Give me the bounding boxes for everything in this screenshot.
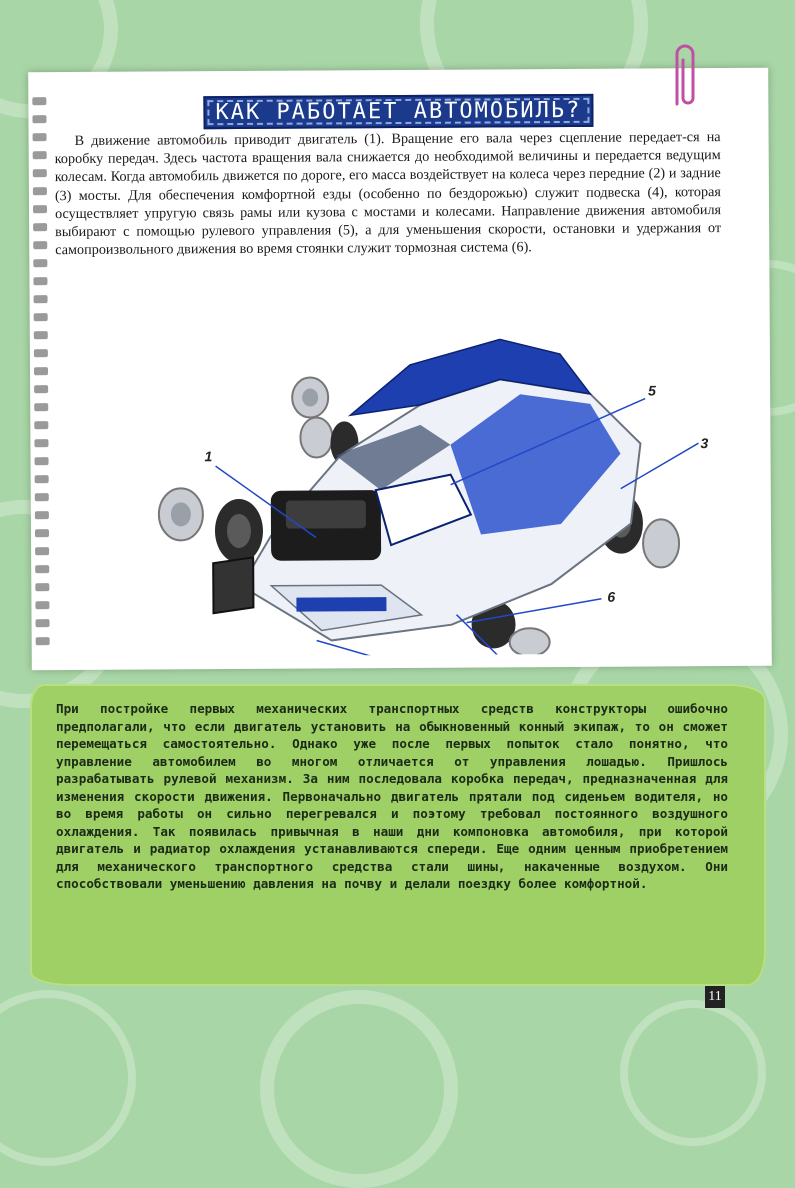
spiral-ring (33, 169, 47, 177)
notebook-page (28, 68, 772, 671)
background-gear (260, 990, 458, 1188)
note-paragraph: При постройке первых механических транспортных средств конструкторы ошибочно предполагали, что если двигатель установить на обыкновенный конный экипаж, то он сможет перемещаться самостоятельно. Однако уже после первых попыток стало понятно, что управление автомобилем во многом отличается от управления лошадью. Пришлось разрабатывать рулевой механизм. За ним последовала коробка передач, предназначенная для изменения скорости движения. Первоначально двигатель прятали под сиденьем водителя, но во время работы он сильно перегревался и поэтому требовал постоянного воздушного охлаждения. Так появилась привычная в наши дни компоновка автомобиля, при которой двигатель и радиатор охлаждения устанавливаются спереди. Еще одним ценным приобретением для механического транспортного средства стали шины, накаченные воздухом. Они способствовали уменьшению давления на почву и делали поездку более комфортной. (56, 701, 728, 891)
spiral-ring (34, 313, 48, 321)
page-number: 11 (705, 986, 725, 1008)
wheel-image (159, 488, 203, 540)
paperclip-icon (667, 40, 701, 112)
spiral-ring (35, 511, 49, 519)
page-title: КАК РАБОТАЕТ АВТОМОБИЛЬ? (203, 94, 593, 129)
spiral-ring (34, 439, 48, 447)
spiral-ring (34, 349, 48, 357)
callout-label-5: 5 (648, 382, 656, 399)
intro-paragraph: В движение автомобиль приводит двигатель (1). Вращение его вала через сцепление передает-ся на коробку передач. Здесь частота вращения вала снижается до необходимой величины и передается ведущим колесам. Когда автомобиль движется по дороге, его масса воздействует на колеса через передние (2) и задние (3) мосты. Для обеспечения комфортной езды (особенно по бездорожью) служит подвеска (4), которая осуществляет упругую связь рамы или кузова с мостами и колесами. Направление движения автомобиля выбирают с помощью рулевого управления (5), а для уменьшения скорости, остановки и удержания от самопроизвольного движения во время стоянки служит тормозная система (6). (54, 129, 722, 259)
wheel-image (292, 377, 328, 417)
background-gear (0, 990, 136, 1166)
spiral-ring (33, 151, 47, 159)
radiator-image (213, 557, 253, 613)
spiral-ring (34, 295, 48, 303)
spiral-ring (34, 367, 48, 375)
callout-label-1: 1 (204, 448, 213, 465)
car-illustration (119, 283, 721, 657)
spiral-ring (36, 619, 50, 627)
spiral-ring (33, 241, 47, 249)
spiral-ring (35, 493, 49, 501)
spiral-ring (36, 637, 50, 645)
spiral-ring (35, 475, 49, 483)
wheel-image (510, 628, 550, 656)
callout-line-2-b (317, 640, 412, 657)
callout-label-3: 3 (700, 435, 709, 452)
wheel-image (300, 417, 332, 457)
spiral-ring (33, 223, 47, 231)
spiral-ring (34, 421, 48, 429)
spiral-ring (34, 385, 48, 393)
info-note (30, 684, 766, 986)
spiral-ring (35, 583, 49, 591)
spiral-ring (33, 187, 47, 195)
background-gear (620, 1000, 766, 1146)
callout-label-6: 6 (607, 588, 616, 605)
spiral-ring (34, 331, 48, 339)
tire-image (215, 499, 263, 563)
spiral-ring (35, 529, 49, 537)
notebook-spiral (28, 68, 768, 73)
spiral-ring (35, 457, 49, 465)
spiral-ring (35, 601, 49, 609)
spiral-ring (33, 133, 47, 141)
spiral-ring (35, 565, 49, 573)
wheel-image (643, 519, 679, 567)
spiral-ring (33, 205, 47, 213)
spiral-ring (33, 259, 47, 267)
spiral-ring (35, 547, 49, 555)
spiral-ring (34, 403, 48, 411)
spiral-ring (33, 277, 47, 285)
